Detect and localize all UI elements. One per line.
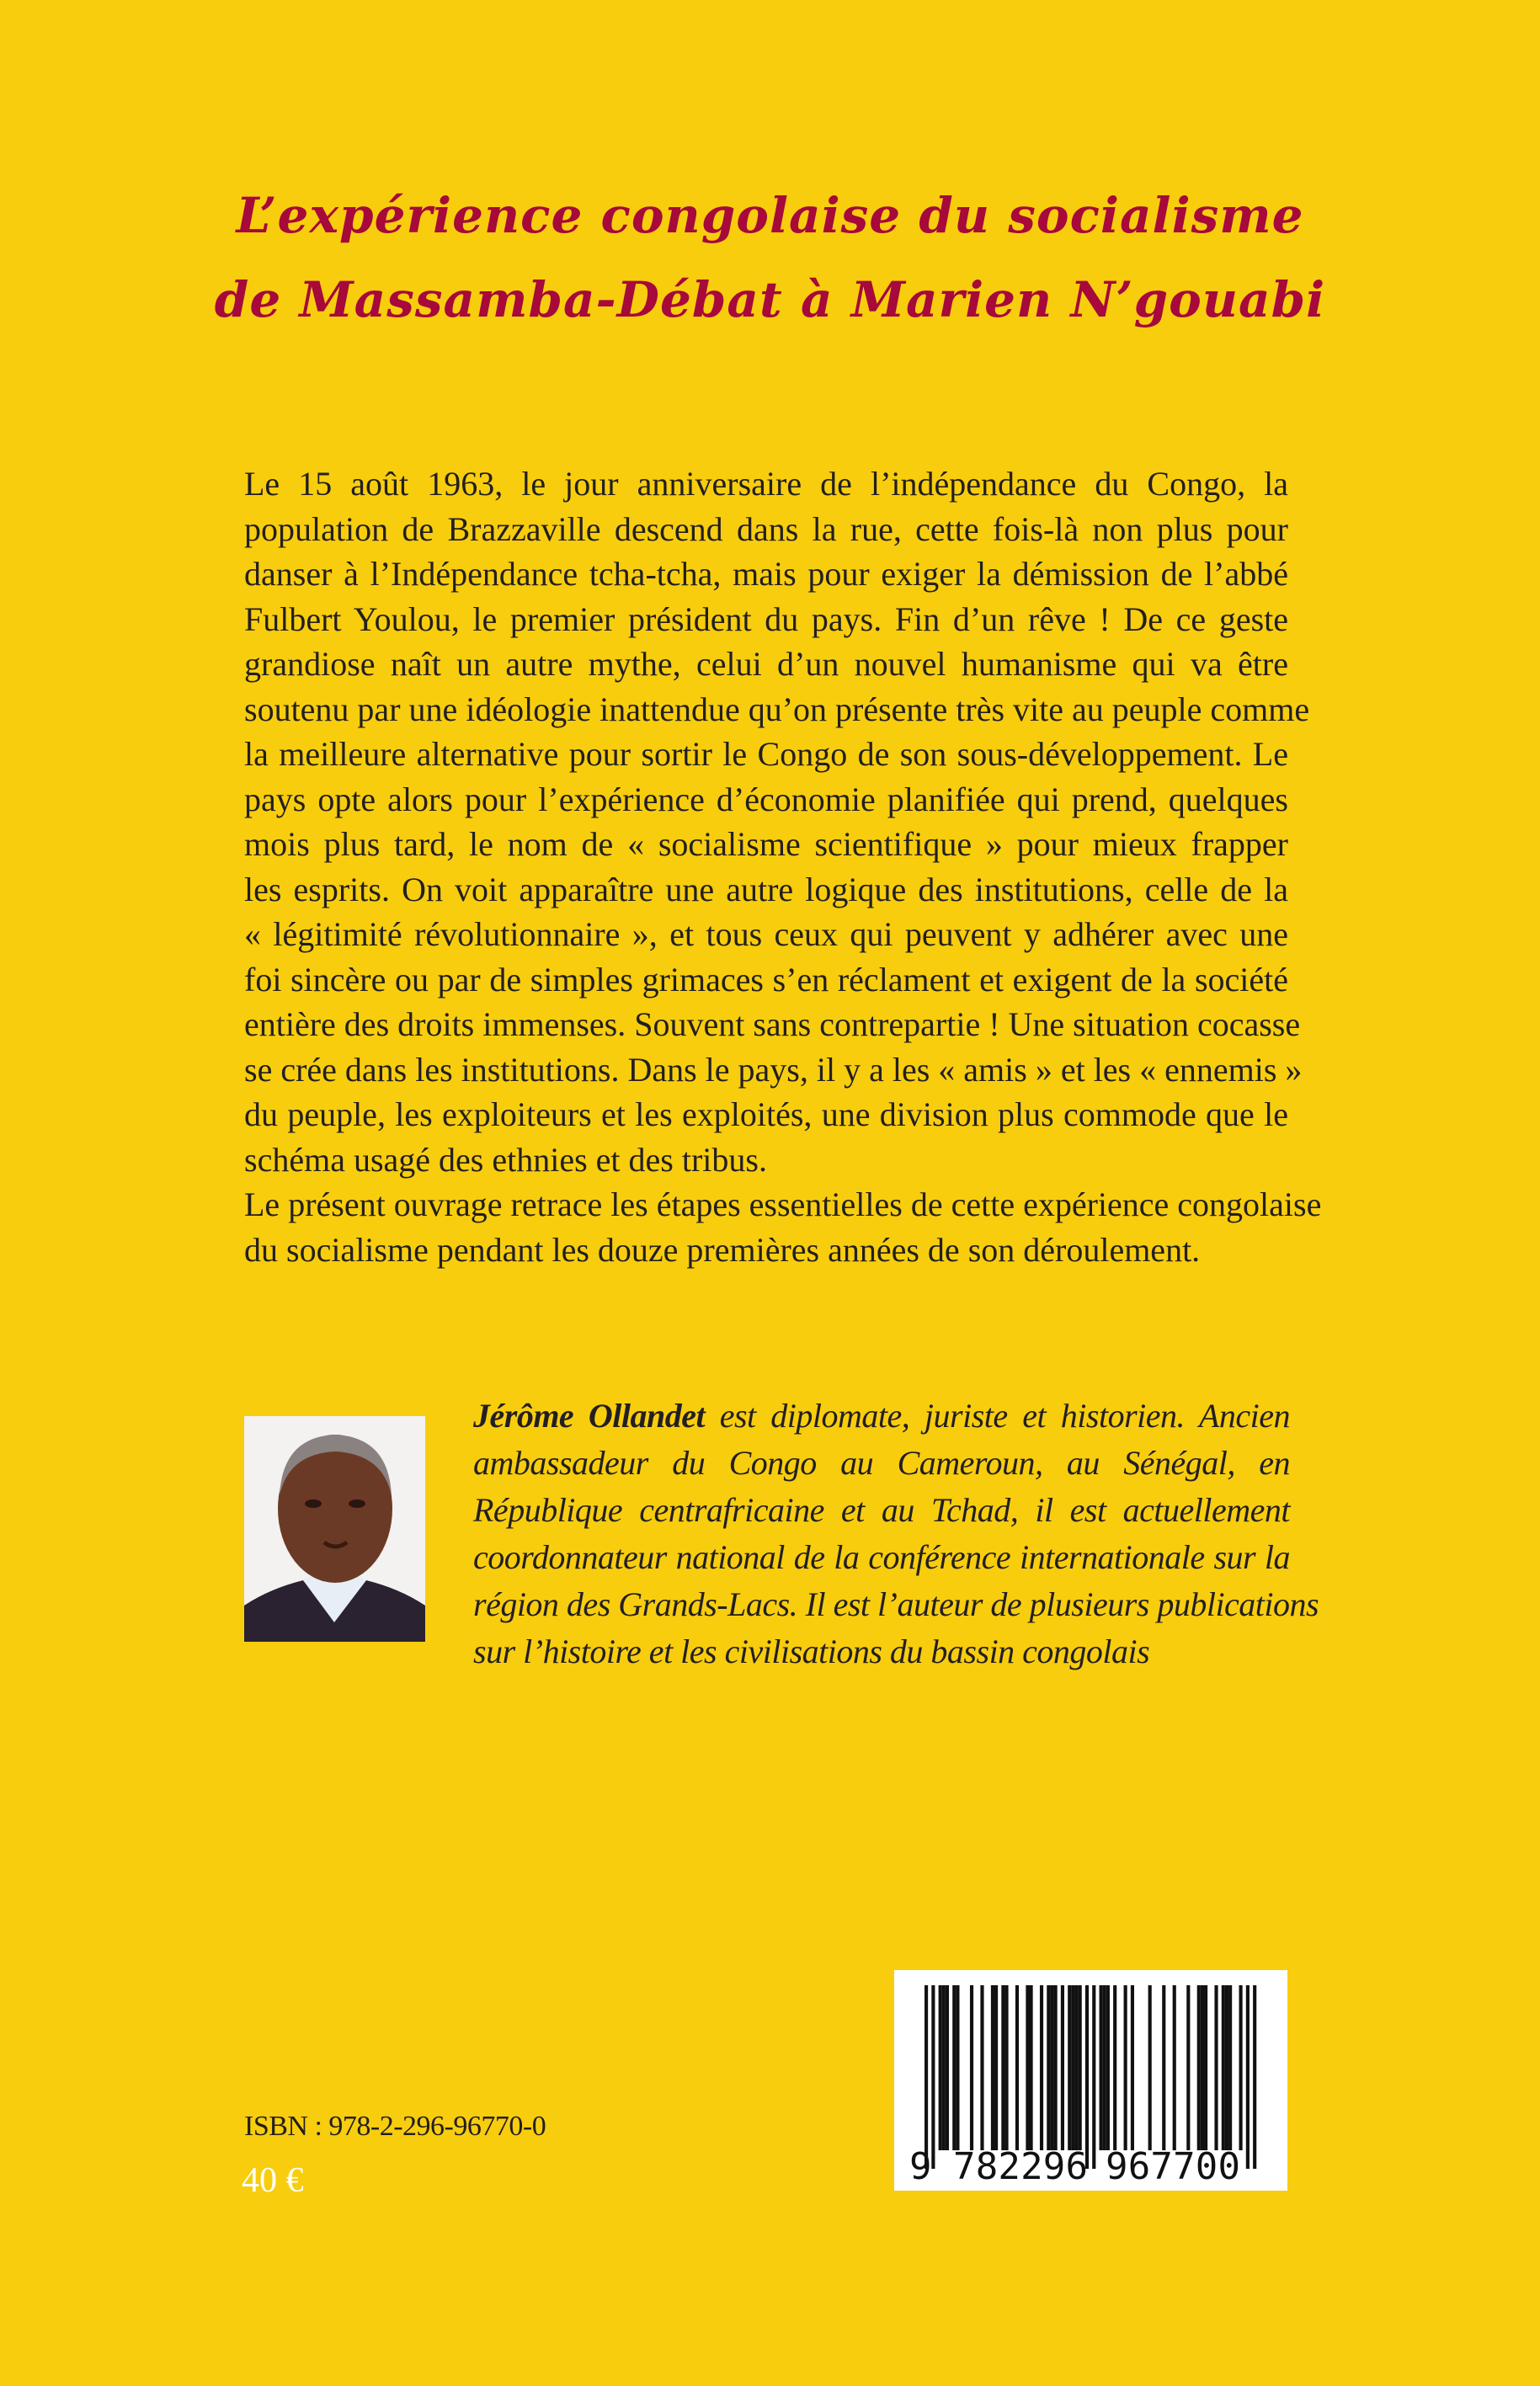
summary-line: population de Brazzaville descend dans la rue, cette fois-là non plus pour: [244, 509, 1288, 548]
barcode-bar: [1131, 1985, 1134, 2150]
barcode-bar: [1068, 1985, 1071, 2150]
summary-line: Le présent ouvrage retrace les étapes essentielles de cette expérience congolaise: [244, 1185, 1322, 1223]
barcode-bar: [931, 1985, 935, 2169]
barcode-bar: [1162, 1985, 1165, 2150]
barcode-bar: [980, 1985, 983, 2150]
barcode-bar: [1061, 1985, 1064, 2150]
barcode-first-digit: 9: [909, 2145, 932, 2188]
barcode-left-digits: 782296: [953, 2145, 1088, 2188]
barcode-bar: [1103, 1985, 1106, 2150]
bio-line: coordonnateur national de la conférence internationale sur la: [473, 1538, 1290, 1576]
summary-line: du peuple, les exploiteurs et les exploités, une division plus commode que le: [244, 1095, 1288, 1133]
barcode-bar: [1100, 1985, 1103, 2150]
barcode-bar: [1079, 1985, 1082, 2150]
summary-line: la meilleure alternative pour sortir le Congo de son sous-développement. Le: [244, 735, 1288, 773]
summary-line: grandiose naît un autre mythe, celui d’un nouvel humanisme qui va être: [244, 645, 1288, 683]
barcode-bar: [1148, 1985, 1152, 2150]
barcode-bar: [1214, 1985, 1218, 2150]
barcode-bar: [1001, 1985, 1004, 2150]
barcode-bar: [1186, 1985, 1190, 2150]
barcode-bar: [1054, 1985, 1058, 2150]
summary-line: Fulbert Youlou, le premier président du pays. Fin d’un rêve ! De ce geste: [244, 599, 1288, 638]
barcode-bar: [1222, 1985, 1225, 2150]
barcode-bar: [946, 1985, 949, 2150]
summary-line: les esprits. On voit apparaître une autre logique des institutions, celle de la: [244, 870, 1288, 908]
barcode-bar: [1085, 1985, 1089, 2169]
summary-line: se crée dans les institutions. Dans le pays, il y a les « amis » et les « ennemis »: [244, 1050, 1303, 1089]
summary-line: entière des droits immenses. Souvent sans contrepartie ! Une situation cocasse: [244, 1005, 1301, 1043]
barcode: [894, 1970, 1287, 2191]
barcode-bar: [1225, 1985, 1228, 2150]
summary-line: schéma usagé des ethnies et des tribus.: [244, 1140, 767, 1179]
barcode-bar: [1071, 1985, 1074, 2150]
barcode-bar: [1050, 1985, 1053, 2150]
summary-line: mois plus tard, le nom de « socialisme scientifique » pour mieux frapper: [244, 825, 1288, 863]
barcode-bar: [1092, 1985, 1095, 2169]
barcode-bar: [1173, 1985, 1176, 2150]
summary-line: du socialisme pendant les douze premières années de son déroulement.: [244, 1230, 1201, 1269]
barcode-bar: [939, 1985, 942, 2150]
barcode-bar: [1204, 1985, 1207, 2150]
author-bio: [473, 1393, 1319, 1675]
bio-line: sur l’histoire et les civilisations du bassin congolais: [473, 1632, 1150, 1670]
barcode-bar: [925, 1985, 928, 2169]
barcode-bar: [1228, 1985, 1232, 2150]
book-title-line-2: de Massamba-Débat à Marien N’gouabi: [214, 271, 1326, 328]
barcode-bar: [952, 1985, 956, 2150]
barcode-bar: [1074, 1985, 1078, 2150]
barcode-bar: [1047, 1985, 1050, 2150]
barcode-bar: [1197, 1985, 1201, 2150]
barcode-bar: [1015, 1985, 1019, 2150]
barcode-bar: [1040, 1985, 1043, 2150]
barcode-bar: [1239, 1985, 1243, 2150]
summary-line: pays opte alors pour l’expérience d’économie planifiée qui prend, quelques: [244, 780, 1288, 818]
summary-line: danser à l’Indépendance tcha-tcha, mais pour exiger la démission de l’abbé: [244, 555, 1288, 593]
bio-line: région des Grands-Lacs. Il est l’auteur de plusieurs publications: [473, 1585, 1319, 1623]
barcode-bar: [1106, 1985, 1110, 2150]
summary-line: foi sincère ou par de simples grimaces s’en réclament et exigent de la société: [244, 960, 1288, 999]
barcode-bar: [1124, 1985, 1127, 2150]
summary-line: soutenu par une idéologie inattendue qu’on présente très vite au peuple comme: [244, 690, 1310, 728]
author-name: Jérôme Ollandet: [473, 1397, 706, 1435]
summary-text: [244, 461, 1322, 1272]
barcode-bar: [1201, 1985, 1204, 2150]
barcode-right-digits: 967700: [1106, 2145, 1240, 2188]
barcode-bar: [991, 1985, 994, 2150]
summary-line: « légitimité révolutionnaire », et tous ceux qui peuvent y adhérer avec une: [244, 915, 1288, 953]
bio-line: République centrafricaine et au Tchad, il est actuellement: [473, 1491, 1290, 1529]
barcode-bar: [970, 1985, 973, 2150]
bio-line: est diplomate, juriste et historien. Ancien: [705, 1397, 1290, 1435]
barcode-bar: [1246, 1985, 1250, 2169]
price: 40 €: [242, 2161, 304, 2200]
book-title-line-1: L’expérience congolaise du socialisme: [236, 187, 1304, 244]
summary-line: Le 15 août 1963, le jour anniversaire de l’indépendance du Congo, la: [244, 465, 1288, 503]
bio-line: ambassadeur du Congo au Cameroun, au Sénégal, en: [473, 1444, 1290, 1482]
barcode-bar: [1026, 1985, 1029, 2150]
author-photo: [244, 1416, 425, 1642]
barcode-bar: [994, 1985, 998, 2150]
barcode-bar: [1004, 1985, 1008, 2150]
barcode-bar: [1253, 1985, 1256, 2169]
barcode-bar: [942, 1985, 946, 2150]
isbn: ISBN : 978-2-296-96770-0: [244, 2111, 546, 2142]
barcode-bar: [956, 1985, 959, 2150]
barcode-bar: [1030, 1985, 1033, 2150]
barcode-bar: [1113, 1985, 1116, 2150]
